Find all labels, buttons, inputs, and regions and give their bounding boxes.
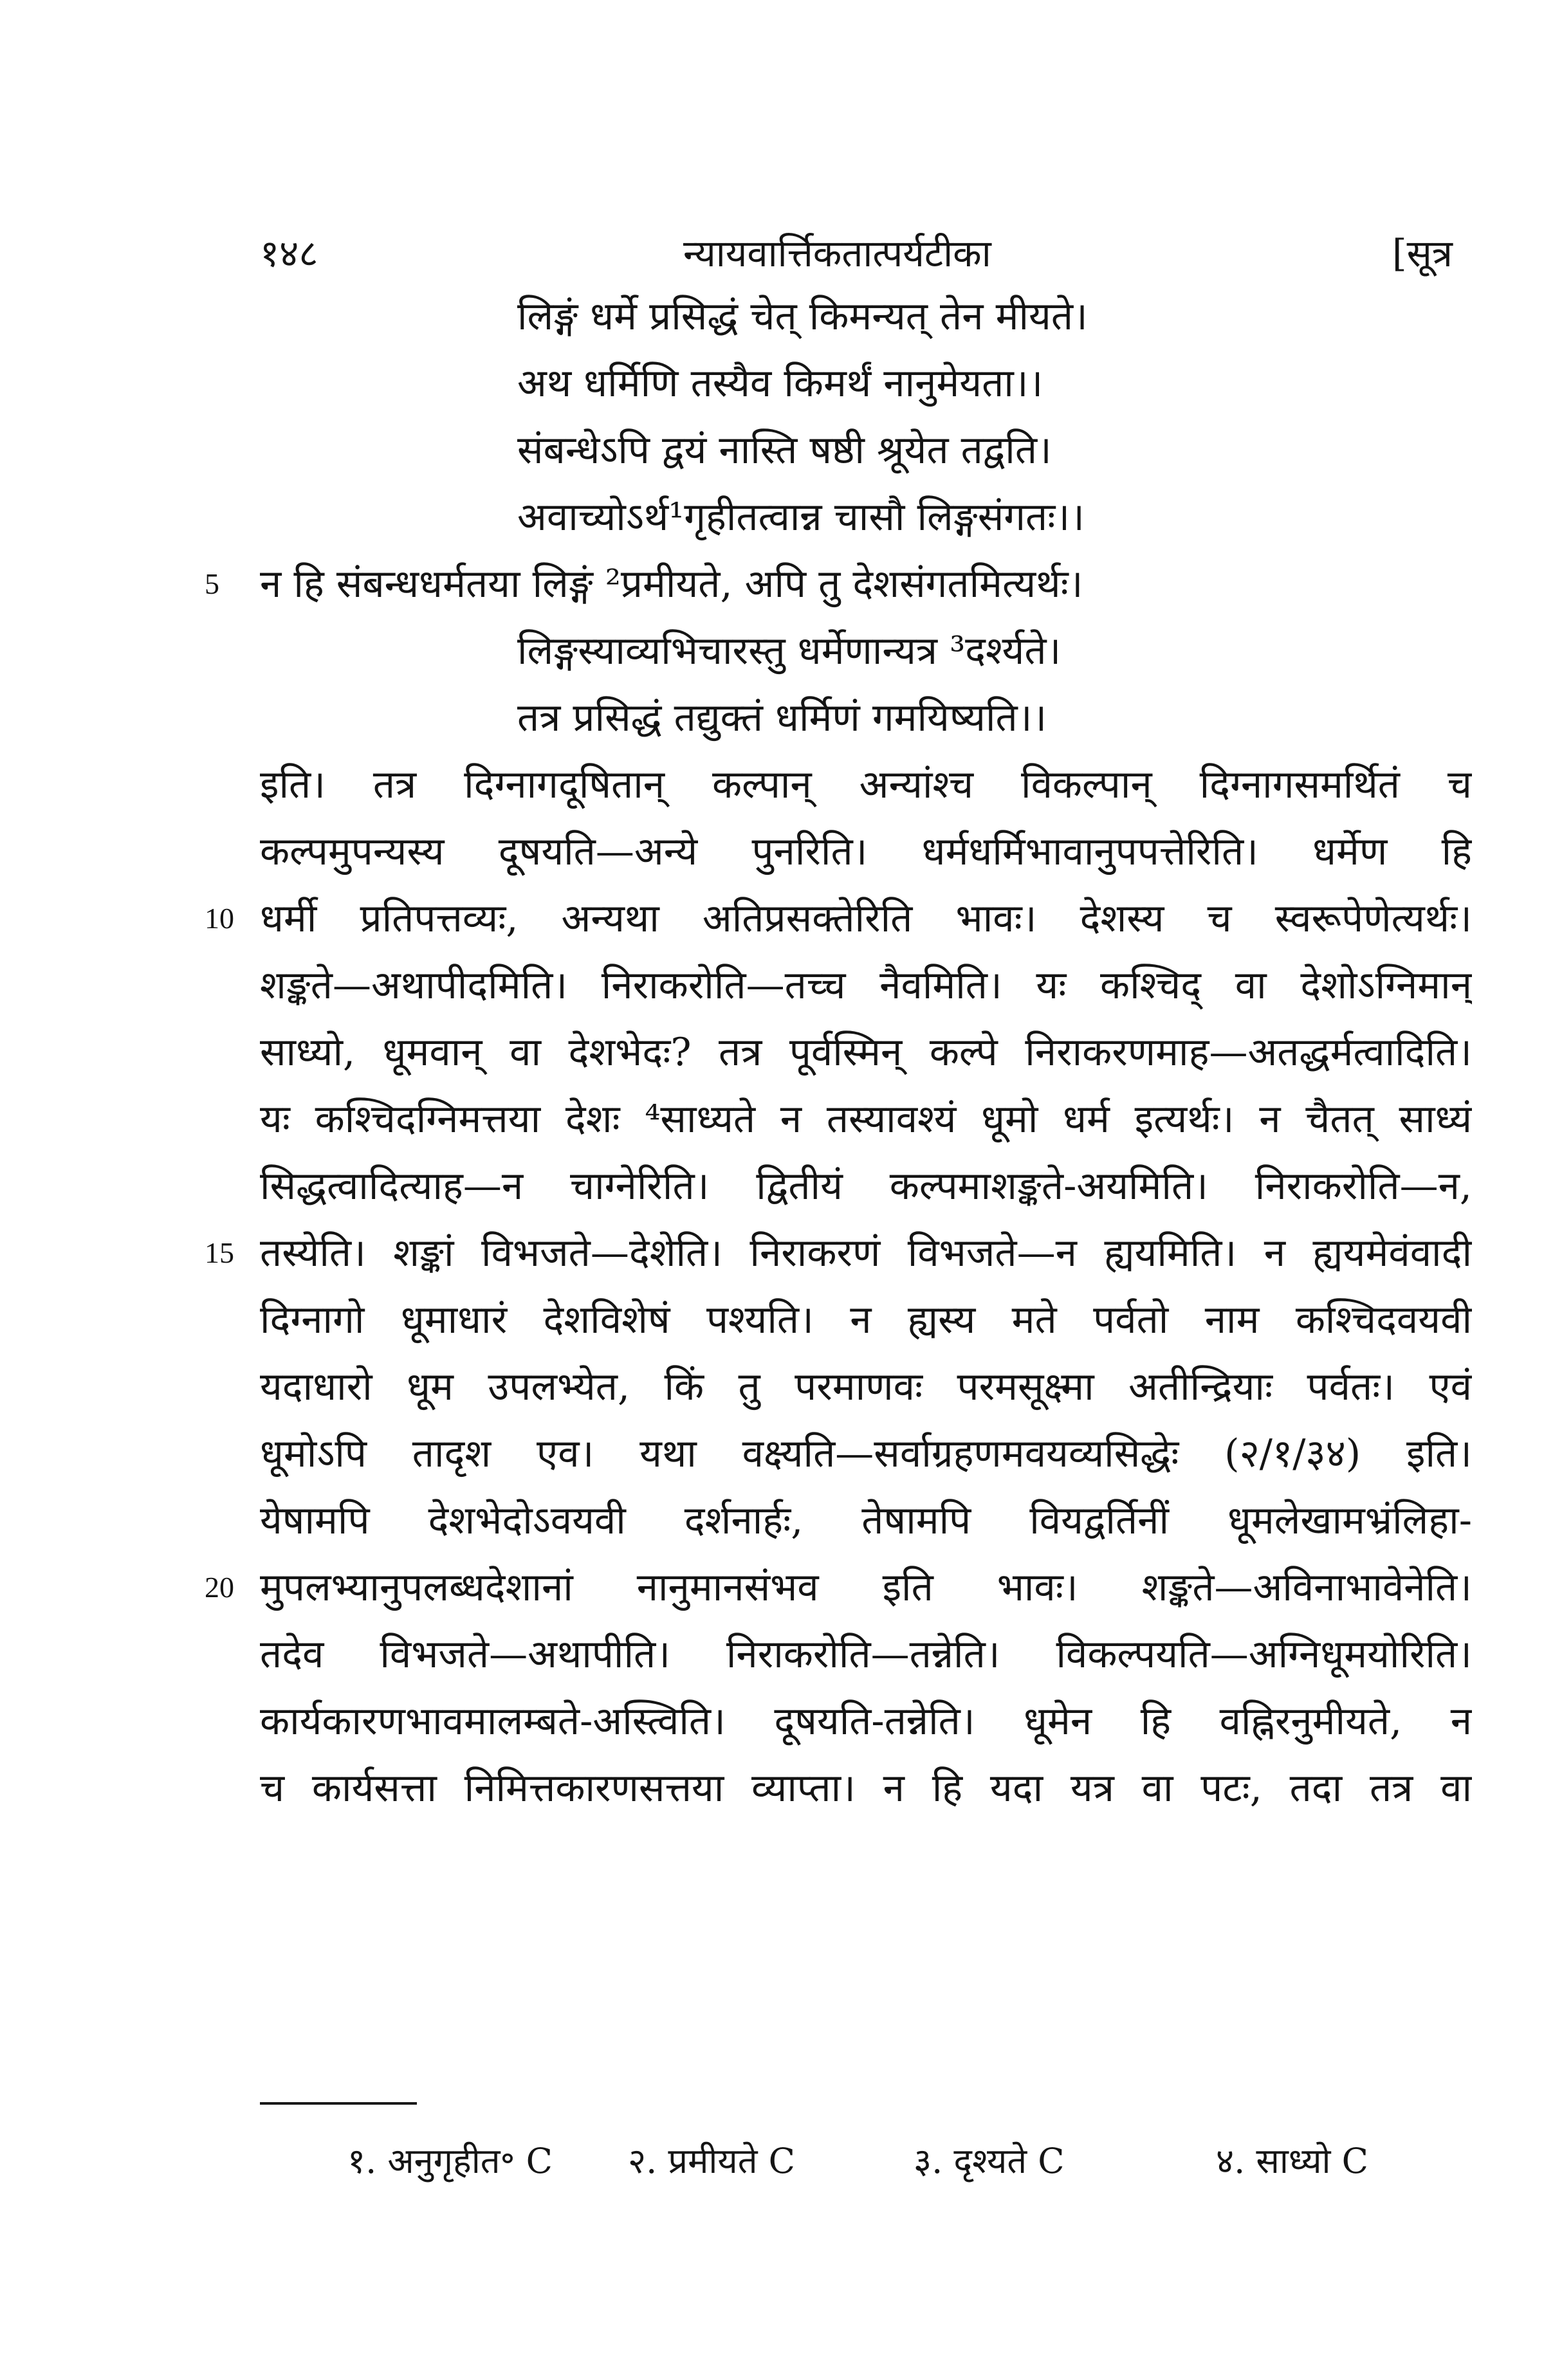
text-line: कल्पमुपन्यस्य दूषयति—अन्ये पुनरिति। धर्मधर्मिभावानुपपत्तेरिति। धर्मेण हि — [260, 829, 1472, 874]
text-line: तत्र प्रसिद्धं तद्युक्तं धर्मिणं गमयिष्यति।। — [517, 695, 1047, 740]
text-line: धूमोऽपि तादृश एव। यथा वक्ष्यति—सर्वाग्रहणमवयव्यसिद्धेः (२/१/३४) इति। — [260, 1431, 1472, 1476]
text-line: अवाच्योऽर्थ¹गृहीतत्वान्न चासौ लिङ्गसंगतः।। — [517, 495, 1085, 540]
text-line: यदाधारो धूम उपलभ्येत, किं तु परमाणवः परमसूक्ष्मा अतीन्द्रियाः पर्वतः। एवं — [260, 1364, 1472, 1409]
line-number: 10 — [205, 902, 234, 935]
text-line: कार्यकारणभावमालम्बते-अस्त्विति। दूषयति-तन्नेति। धूमेन हि वह्निरनुमीयते, न — [260, 1699, 1472, 1744]
footnote-1: १. अनुगृहीत॰ C — [347, 2141, 553, 2181]
text-line: मुपलभ्यानुपलब्धदेशानां नानुमानसंभव इति भावः। शङ्कते—अविनाभावेनेति। — [260, 1565, 1472, 1610]
text-line: यः कश्चिदग्निमत्तया देशः ⁴साध्यते न तस्यावश्यं धूमो धर्म इत्यर्थः। न चैतत् साध्यं — [260, 1097, 1472, 1142]
page-number: १४८ — [260, 232, 318, 275]
text-line: तदेव विभजते—अथापीति। निराकरोति—तन्नेति। विकल्पयति—अग्निधूमयोरिति। — [260, 1632, 1472, 1677]
line-number: 5 — [205, 567, 219, 600]
text-line: शङ्कते—अथापीदमिति। निराकरोति—तच्च नैवमिति। यः कश्चिद् वा देशोऽग्निमान् — [260, 963, 1472, 1008]
footnote-3: ३. दृश्यते C — [914, 2141, 1065, 2181]
footnote-2: २. प्रमीयते C — [628, 2141, 795, 2181]
line-number: 15 — [205, 1236, 234, 1269]
text-line: धर्मी प्रतिपत्तव्यः, अन्यथा अतिप्रसक्तेरिति भावः। देशस्य च स्वरूपेणेत्यर्थः। — [260, 896, 1472, 941]
footnotes — [0, 2136, 1544, 2193]
text-line: लिङ्गस्याव्यभिचारस्तु धर्मेणान्यत्र ³दर्श्यते। — [517, 628, 1062, 673]
text-line: लिङ्गं धर्मे प्रसिद्धं चेत् किमन्यत् तेन मीयते। — [517, 294, 1088, 339]
text-line: साध्यो, धूमवान् वा देशभेदः? तत्र पूर्वस्मिन् कल्पे निराकरणमाह—अतद्धर्मत्वादिति। — [260, 1030, 1472, 1075]
footnote-4: ४. साध्यो C — [1216, 2141, 1368, 2181]
text-line: च कार्यसत्ता निमित्तकारणसत्तया व्याप्ता। न हि यदा यत्र वा पटः, तदा तत्र वा — [260, 1766, 1472, 1811]
text-line: सिद्धत्वादित्याह—न चाग्नेरिति। द्वितीयं कल्पमाशङ्कते-अयमिति। निराकरोति—न, — [260, 1164, 1472, 1209]
text-line: तस्येति। शङ्कां विभजते—देशेति। निराकरणं विभजते—न ह्ययमिति। न ह्ययमेवंवादी — [260, 1231, 1472, 1276]
text-line: अथ धर्मिणि तस्यैव किमर्थं नानुमेयता।। — [517, 361, 1043, 406]
text-line: न हि संबन्धधर्मतया लिङ्गं ²प्रमीयते, अपि तु देशसंगतमित्यर्थः। — [260, 562, 1083, 607]
text-line: येषामपि देशभेदोऽवयवी दर्शनार्हः, तेषामपि वियद्वर्तिनीं धूमलेखामभ्रंलिहा- — [260, 1498, 1472, 1543]
line-number: 20 — [205, 1571, 234, 1604]
text-line: इति। तत्र दिग्नागदूषितान् कल्पान् अन्यांश्च विकल्पान् दिग्नागसमर्थितं च — [260, 762, 1472, 807]
footnote-rule — [260, 2102, 417, 2105]
section-marker: [सूत्र — [1392, 232, 1453, 275]
text-line: दिग्नागो धूमाधारं देशविशेषं पश्यति। न ह्यस्य मते पर्वतो नाम कश्चिदवयवी — [260, 1297, 1472, 1342]
text-line: संबन्धेऽपि द्वयं नास्ति षष्ठी श्रूयेत तद्वति। — [517, 428, 1052, 473]
running-title: न्यायवार्त्तिकतात्पर्यटीका — [683, 232, 991, 275]
page-header — [0, 226, 1544, 284]
